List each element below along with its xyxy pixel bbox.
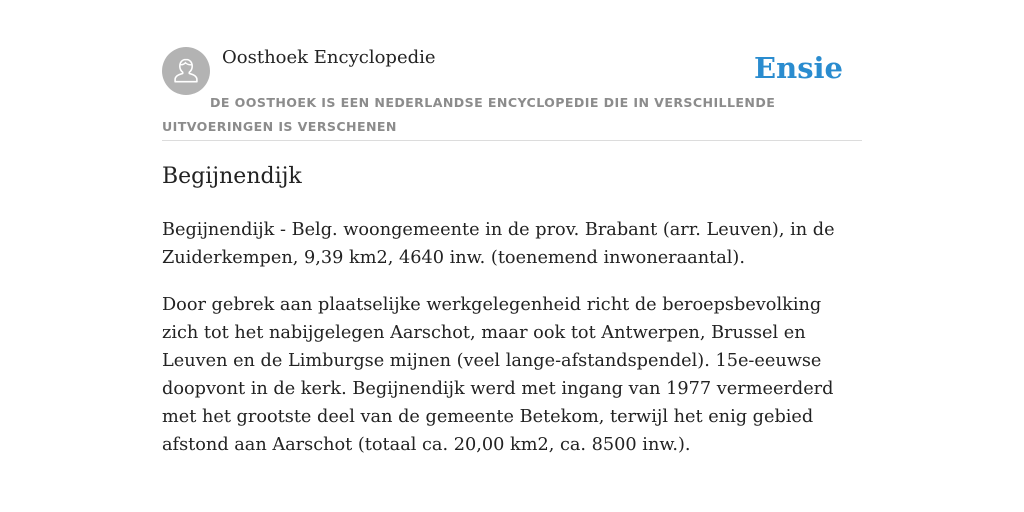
avatar[interactable] — [162, 47, 210, 95]
article-paragraph: Begijnendijk - Belg. woongemeente in de prov. Brabant (arr. Leuven), in de Zuiderkempen, 9,39 km2, 4640 inw. (toenemend inwoneraantal). — [162, 220, 835, 268]
article-body — [162, 216, 862, 478]
page-header — [162, 46, 862, 141]
source-description: DE OOSTHOEK IS EEN NEDERLANDSE ENCYCLOPEDIE DIE IN VERSCHILLENDE UITVOERINGEN IS VERSCHENEN — [162, 95, 776, 134]
brand-logo[interactable]: Ensie — [754, 51, 843, 85]
article-title: Begijnendijk — [162, 164, 302, 189]
source-name[interactable]: Oosthoek Encyclopedie — [222, 47, 436, 68]
user-silhouette-icon — [162, 47, 210, 95]
article-paragraph: Door gebrek aan plaatselijke werkgelegenheid richt de beroepsbevolking zich tot het nabijgelegen Aarschot, maar ook tot Antwerpen, Brussel en Leuven en de Limburgse mijnen (veel lange-afstandspendel). 15e-eeuwse doopvont in de kerk. Begijnendijk werd met ingang van 1977 vermeerderd met het grootste deel van de gemeente Betekom, terwijl het enig gebied afstond aan Aarschot (totaal ca. 20,00 km2, ca. 8500 inw.). — [162, 295, 834, 455]
